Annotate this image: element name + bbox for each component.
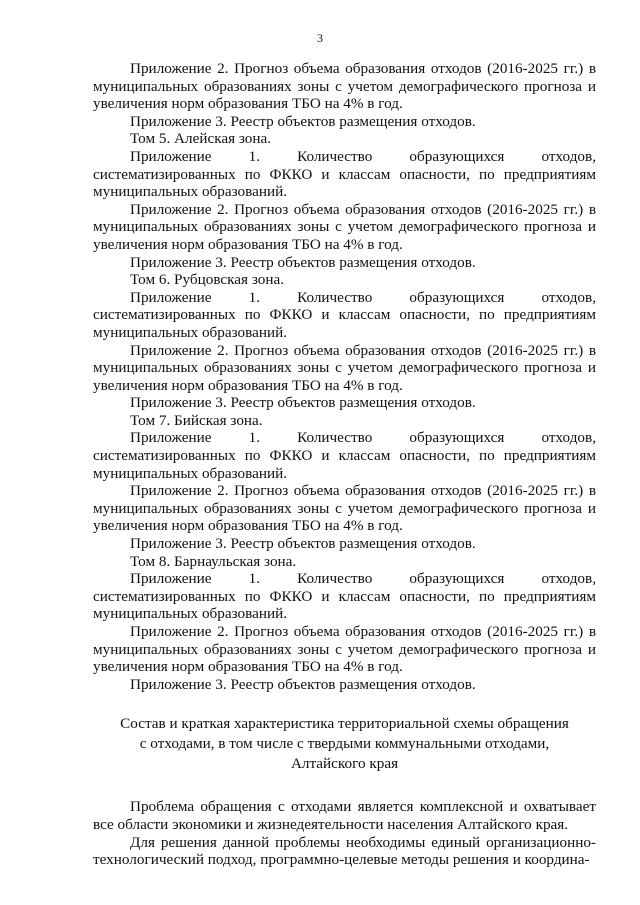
body-text	[93, 798, 596, 868]
list-item: Приложение 2. Прогноз объема образования отходов (2016-2025 гг.) в муниципальных образованиях зоны с учетом демографического прогноза и увеличения норм образования ТБО на 4% в год.	[93, 60, 596, 113]
list-item: Приложение 3. Реестр объектов размещения отходов.	[130, 394, 476, 412]
list-item: Приложение 3. Реестр объектов размещения отходов.	[130, 535, 476, 553]
list-item: Приложение 3. Реестр объектов размещения отходов.	[130, 675, 476, 693]
list-item: Приложение 3. Реестр объектов размещения отходов.	[130, 253, 476, 271]
appendix-list	[93, 60, 596, 693]
list-item: Приложение 1. Количество образующихся отходов, систематизированных по ФККО и классам опасности, по предприятиям муниципальных образований.	[93, 429, 596, 482]
list-item: Приложение 2. Прогноз объема образования отходов (2016-2025 гг.) в муниципальных образованиях зоны с учетом демографического прогноза и увеличения норм образования ТБО на 4% в год.	[93, 623, 596, 676]
list-item: Том 6. Рубцовская зона.	[130, 271, 284, 289]
list-item: Приложение 1. Количество образующихся отходов, систематизированных по ФККО и классам опасности, по предприятиям муниципальных образований.	[93, 288, 596, 341]
heading-line: с отходами, в том числе с твердыми коммунальными отходами,	[139, 735, 550, 753]
list-item: Том 8. Барнаульская зона.	[130, 552, 297, 570]
page-number: 3	[317, 31, 323, 45]
document-body	[93, 60, 596, 869]
body-paragraph: Проблема обращения с отходами является комплексной и охватывает все области экономики и жизнедеятельности населения Алтайского края.	[93, 798, 596, 833]
list-item: Приложение 2. Прогноз объема образования отходов (2016-2025 гг.) в муниципальных образованиях зоны с учетом демографического прогноза и увеличения норм образования ТБО на 4% в год.	[93, 341, 596, 394]
heading-line: Состав и краткая характеристика территориальной схемы обращения	[120, 715, 569, 733]
list-item: Приложение 3. Реестр объектов размещения отходов.	[130, 112, 476, 130]
list-item: Приложение 2. Прогноз объема образования отходов (2016-2025 гг.) в муниципальных образованиях зоны с учетом демографического прогноза и увеличения норм образования ТБО на 4% в год.	[93, 200, 596, 253]
list-item: Приложение 1. Количество образующихся отходов, систематизированных по ФККО и классам опасности, по предприятиям муниципальных образований.	[93, 570, 596, 623]
list-item: Приложение 1. Количество образующихся отходов, систематизированных по ФККО и классам опасности, по предприятиям муниципальных образований.	[93, 147, 596, 201]
heading-line: Алтайского края	[290, 755, 399, 773]
list-item: Том 7. Бийская зона.	[130, 411, 263, 429]
section-heading	[93, 714, 596, 774]
body-paragraph: Для решения данной проблемы необходимы единый организационно-технологический подход, программно-целевые методы решения и координа-	[93, 833, 596, 869]
list-item: Том 5. Алейская зона.	[130, 130, 272, 148]
list-item: Приложение 2. Прогноз объема образования отходов (2016-2025 гг.) в муниципальных образованиях зоны с учетом демографического прогноза и увеличения норм образования ТБО на 4% в год.	[93, 482, 596, 535]
